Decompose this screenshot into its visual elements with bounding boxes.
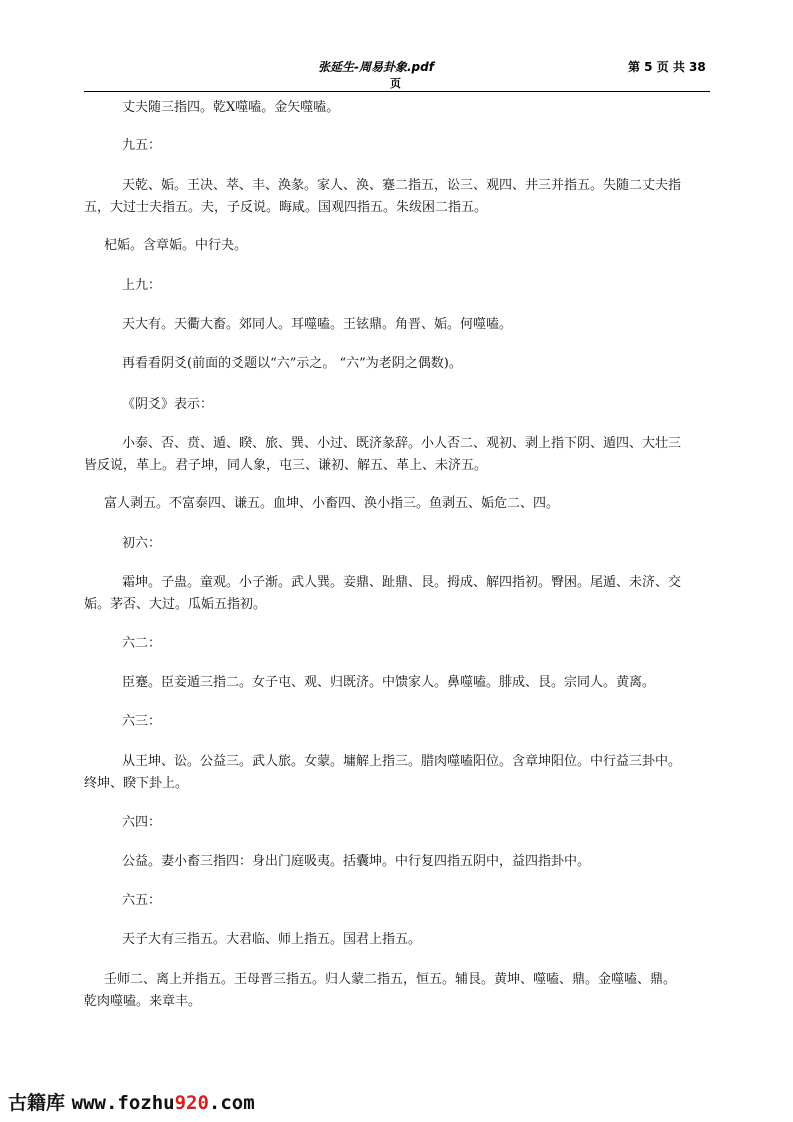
section-heading: 初六： [122,536,162,551]
section-heading: 六五： [122,893,162,908]
section-heading: 六二： [122,636,162,651]
footer-watermark [8,1088,255,1115]
footer-url-prefix: www.fozhu [71,1092,175,1114]
paragraph-line: 五，大过士夫指五。夫，子反说。晦咸。国观四指五。朱绂困二指五。 [84,200,488,215]
paragraph-line: 乾肉噬嗑。来章丰。 [84,994,202,1009]
paragraph-line: 姤。茅否、大过。瓜姤五指初。 [84,597,267,612]
section-heading: 《阴爻》表示： [122,397,214,412]
footer-url[interactable] [72,1092,255,1114]
paragraph-line: 从王坤、讼。公益三。武人旅。女蒙。墉解上指三。腊肉噬嗑阳位。含章坤阳位。中行益三卦中。 [122,754,682,769]
header-page-info: 第 5 页 共 38 [628,60,706,74]
paragraph-line: 丈夫随三指四。乾Ⅹ噬嗑。金矢噬嗑。 [122,100,340,115]
footer-url-number: 920 [174,1092,209,1114]
section-heading: 上九： [122,278,162,293]
paragraph-line: 天子大有三指五。大君临、师上指五。国君上指五。 [122,932,422,947]
paragraph-line: 杞姤。含章姤。中行夬。 [104,238,248,253]
paragraph-line: 天大有。天衢大畜。郊同人。耳噬嗑。王铉鼎。角晋、姤。何噬嗑。 [122,317,513,332]
paragraph-line: 终坤、睽下卦上。 [84,776,189,791]
section-heading: 九五： [122,138,162,153]
header-title: 张延生-周易卦象.pdf [318,60,434,74]
paragraph-line: 天乾、姤。王决、萃、丰、涣彖。家人、涣、蹇二指五，讼三、观四、井三并指五。失随二丈夫指 [122,178,682,193]
footer-site-name: 古籍库 [8,1092,66,1114]
header-divider [84,91,710,92]
paragraph-line: 皆反说，革上。君子坤，同人象，屯三、谦初、解五、革上、未济五。 [84,458,488,473]
section-heading: 六四： [122,815,162,830]
paragraph-line: 臣蹇。臣妾遁三指二。女子屯、观、归既济。中馈家人。鼻噬嗑。腓成、艮。宗同人。黄离。 [122,675,656,690]
header-page-info-wrap: 页 [390,77,401,90]
paragraph-line: 小泰、否、贲、遁、睽、旅、巽、小过、既济彖辞。小人否二、观初、剥上指下阴、遁四、大壮三 [122,436,682,451]
paragraph-line: 霜坤。子蛊。童观。小子渐。武人巽。妾鼎、趾鼎、艮。拇成、解四指初。臀困。尾遁、未济、交 [122,575,682,590]
paragraph-line: 再看看阴爻(前面的爻题以“六”示之。 “六”为老阴之偶数)。 [122,356,462,371]
paragraph-line: 公益。妻小畜三指四：身出门庭吸夷。括囊坤。中行复四指五阴中，益四指卦中。 [122,854,591,869]
paragraph-line: 富人剥五。不富泰四、谦五。血坤、小畜四、涣小指三。鱼剥五、姤危二、四。 [104,496,560,511]
section-heading: 六三： [122,714,162,729]
footer-url-suffix: .com [208,1092,255,1114]
paragraph-line: 壬师二、离上并指五。王母晋三指五。归人蒙二指五，恒五。辅艮。黄坤、噬嗑、鼎。金噬嗑、鼎。 [104,972,677,987]
